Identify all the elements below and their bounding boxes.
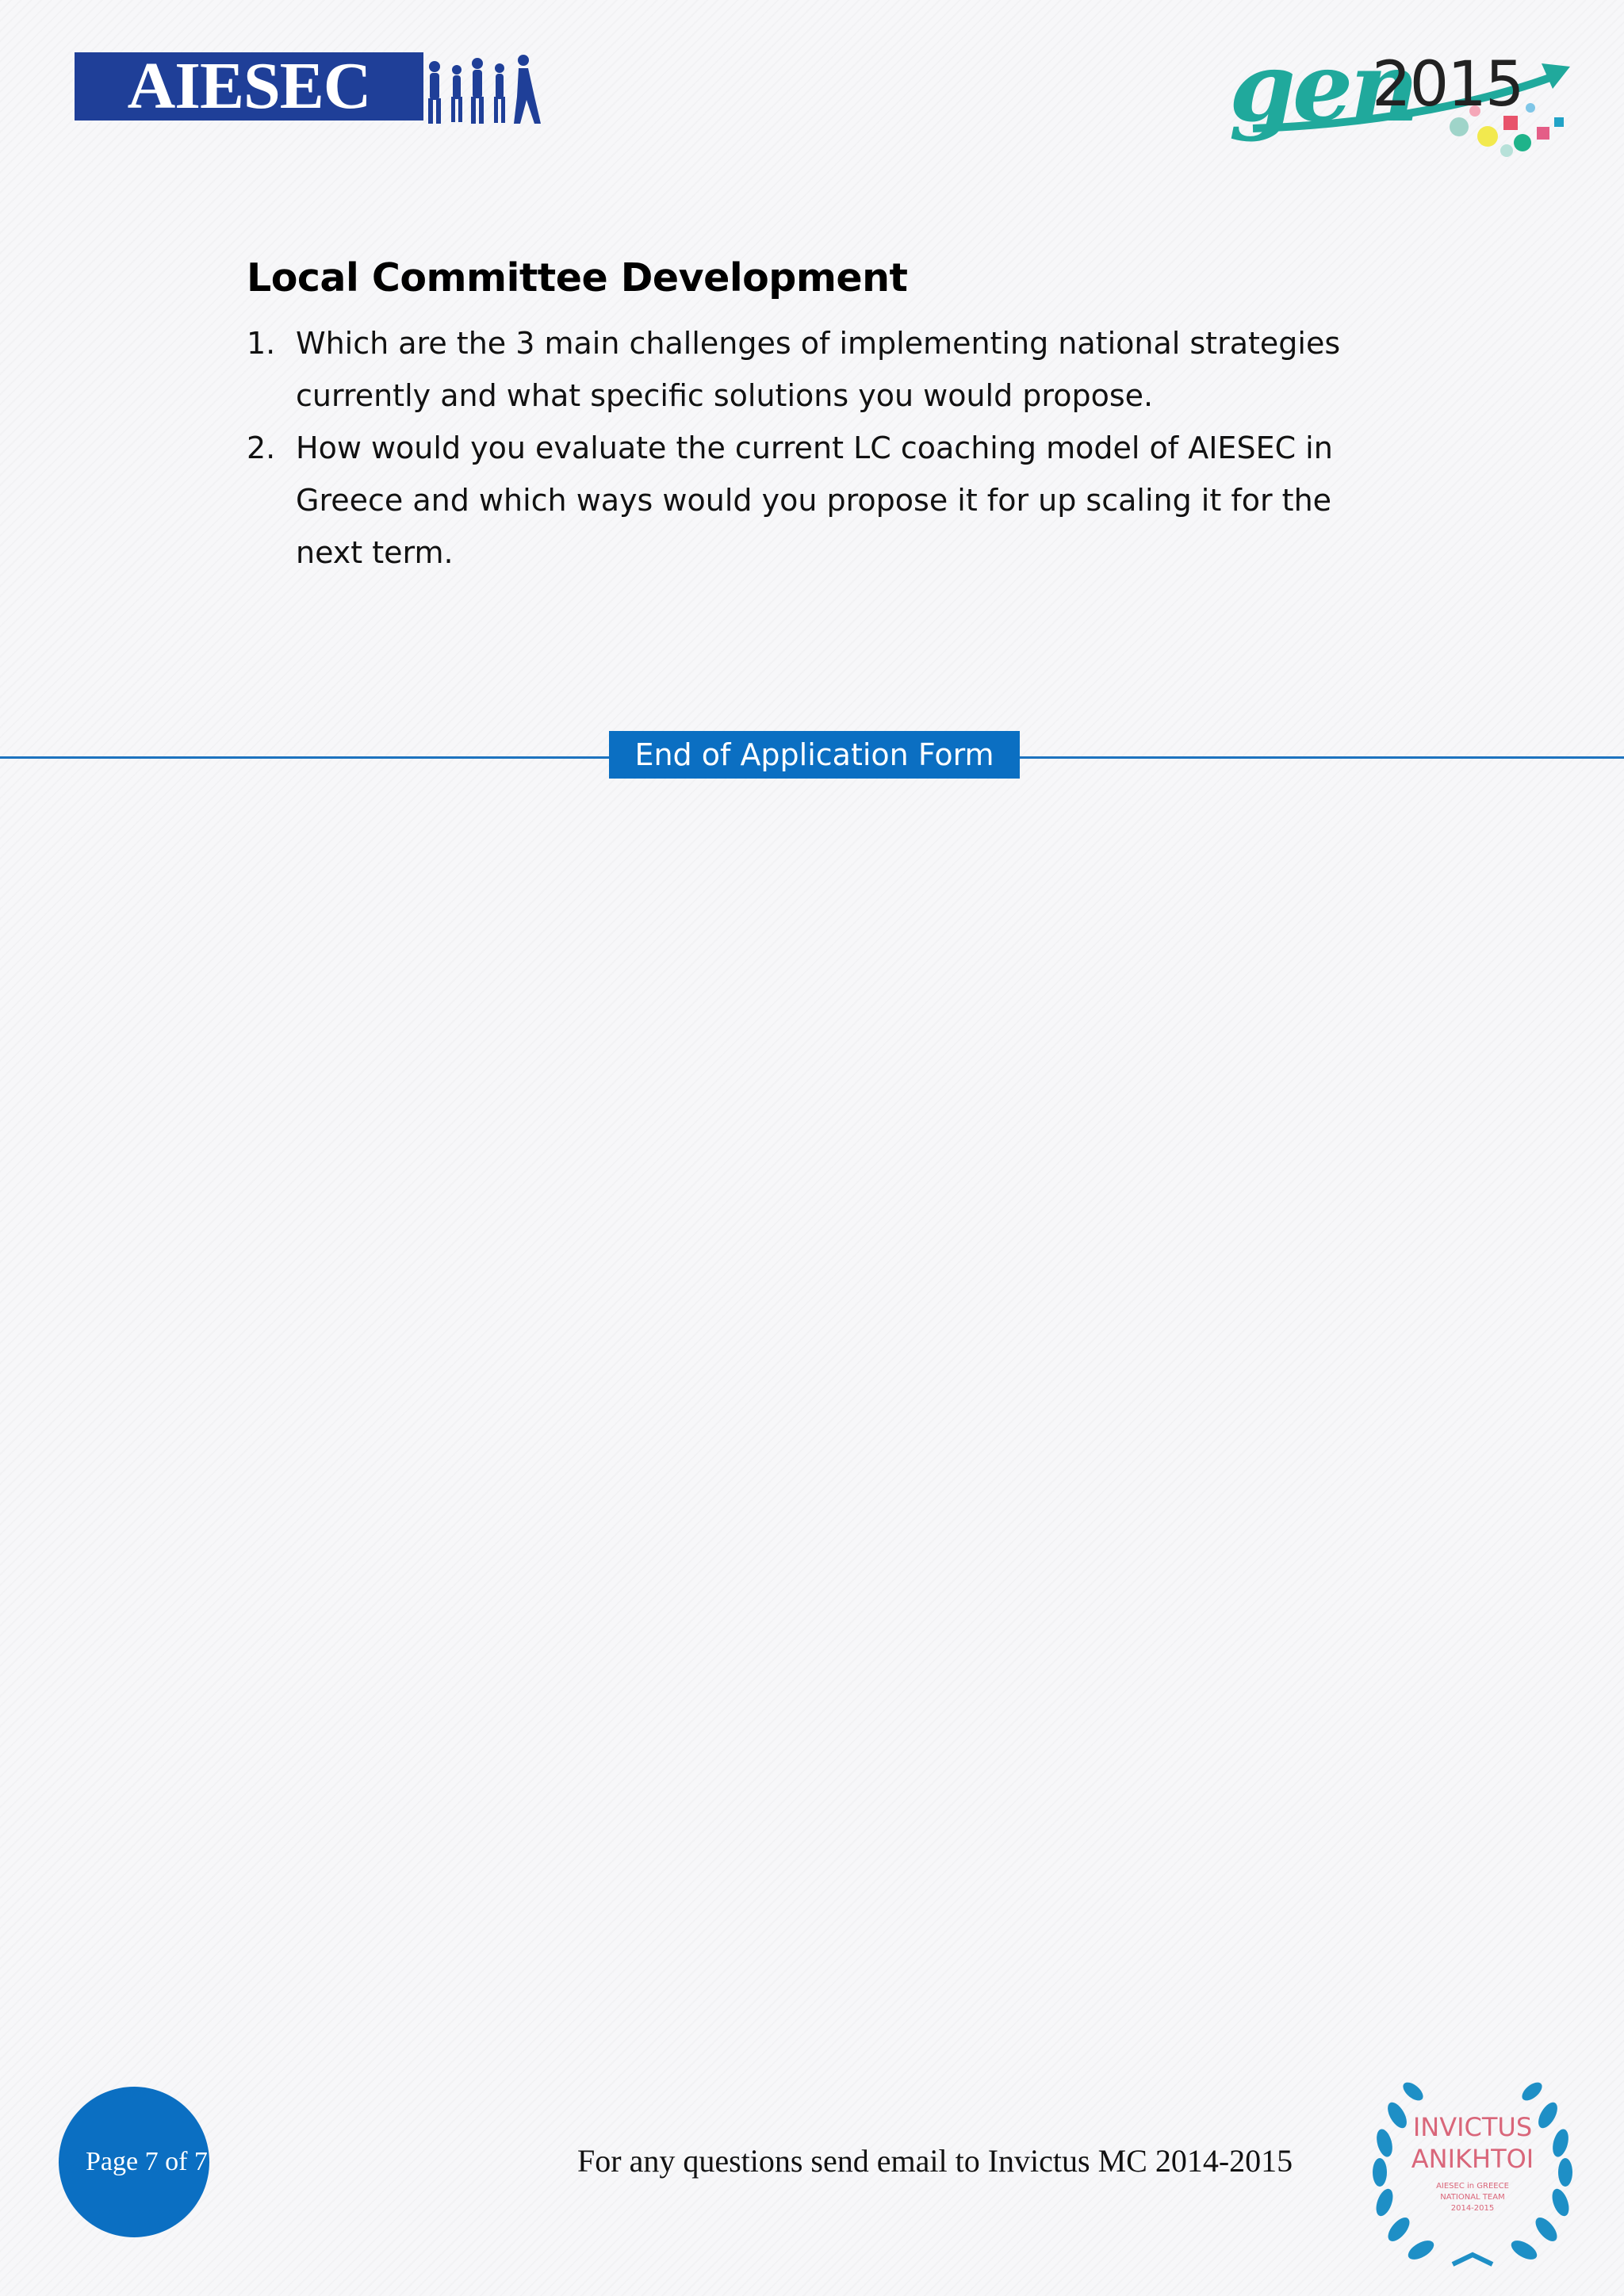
gen2015-logo (1221, 32, 1586, 166)
page-number-badge (59, 2087, 209, 2237)
seal-line1: INVICTUS (1412, 2112, 1533, 2142)
question-number: 2. (247, 430, 276, 465)
footer-contact-text: For any questions send email to Invictus MC 2014-2015 (577, 2143, 1293, 2179)
question-text: How would you evaluate the current LC coaching model of AIESEC in Greece and which ways would you propose it for up scaling it for the next term. (296, 430, 1333, 570)
seal-line3: AIESEC in GREECE (1436, 2182, 1509, 2191)
gen-year-text: 2015 (1372, 49, 1523, 121)
seal-line5: 2014-2015 (1450, 2204, 1495, 2213)
end-of-form-banner: End of Application Form (609, 731, 1020, 779)
aiesec-logo (75, 49, 550, 128)
question-item (247, 422, 1404, 579)
question-number: 1. (247, 326, 276, 361)
question-text: Which are the 3 main challenges of implementing national strategies currently and what specific solutions you would propose. (296, 326, 1341, 413)
page-number-label: Page 7 of 7 (86, 2147, 208, 2176)
seal-line2: ANIKHTOI (1411, 2144, 1534, 2174)
seal-line4: NATIONAL TEAM (1440, 2193, 1505, 2202)
section-title: Local Committee Development (247, 255, 908, 300)
people-silhouettes-icon (423, 49, 550, 128)
gen-script-text: gen (1229, 32, 1416, 144)
aiesec-logo-text: AIESEC (127, 49, 371, 123)
invictus-laurel-seal (1365, 2068, 1580, 2275)
question-item (247, 317, 1404, 422)
question-list (247, 317, 1404, 579)
